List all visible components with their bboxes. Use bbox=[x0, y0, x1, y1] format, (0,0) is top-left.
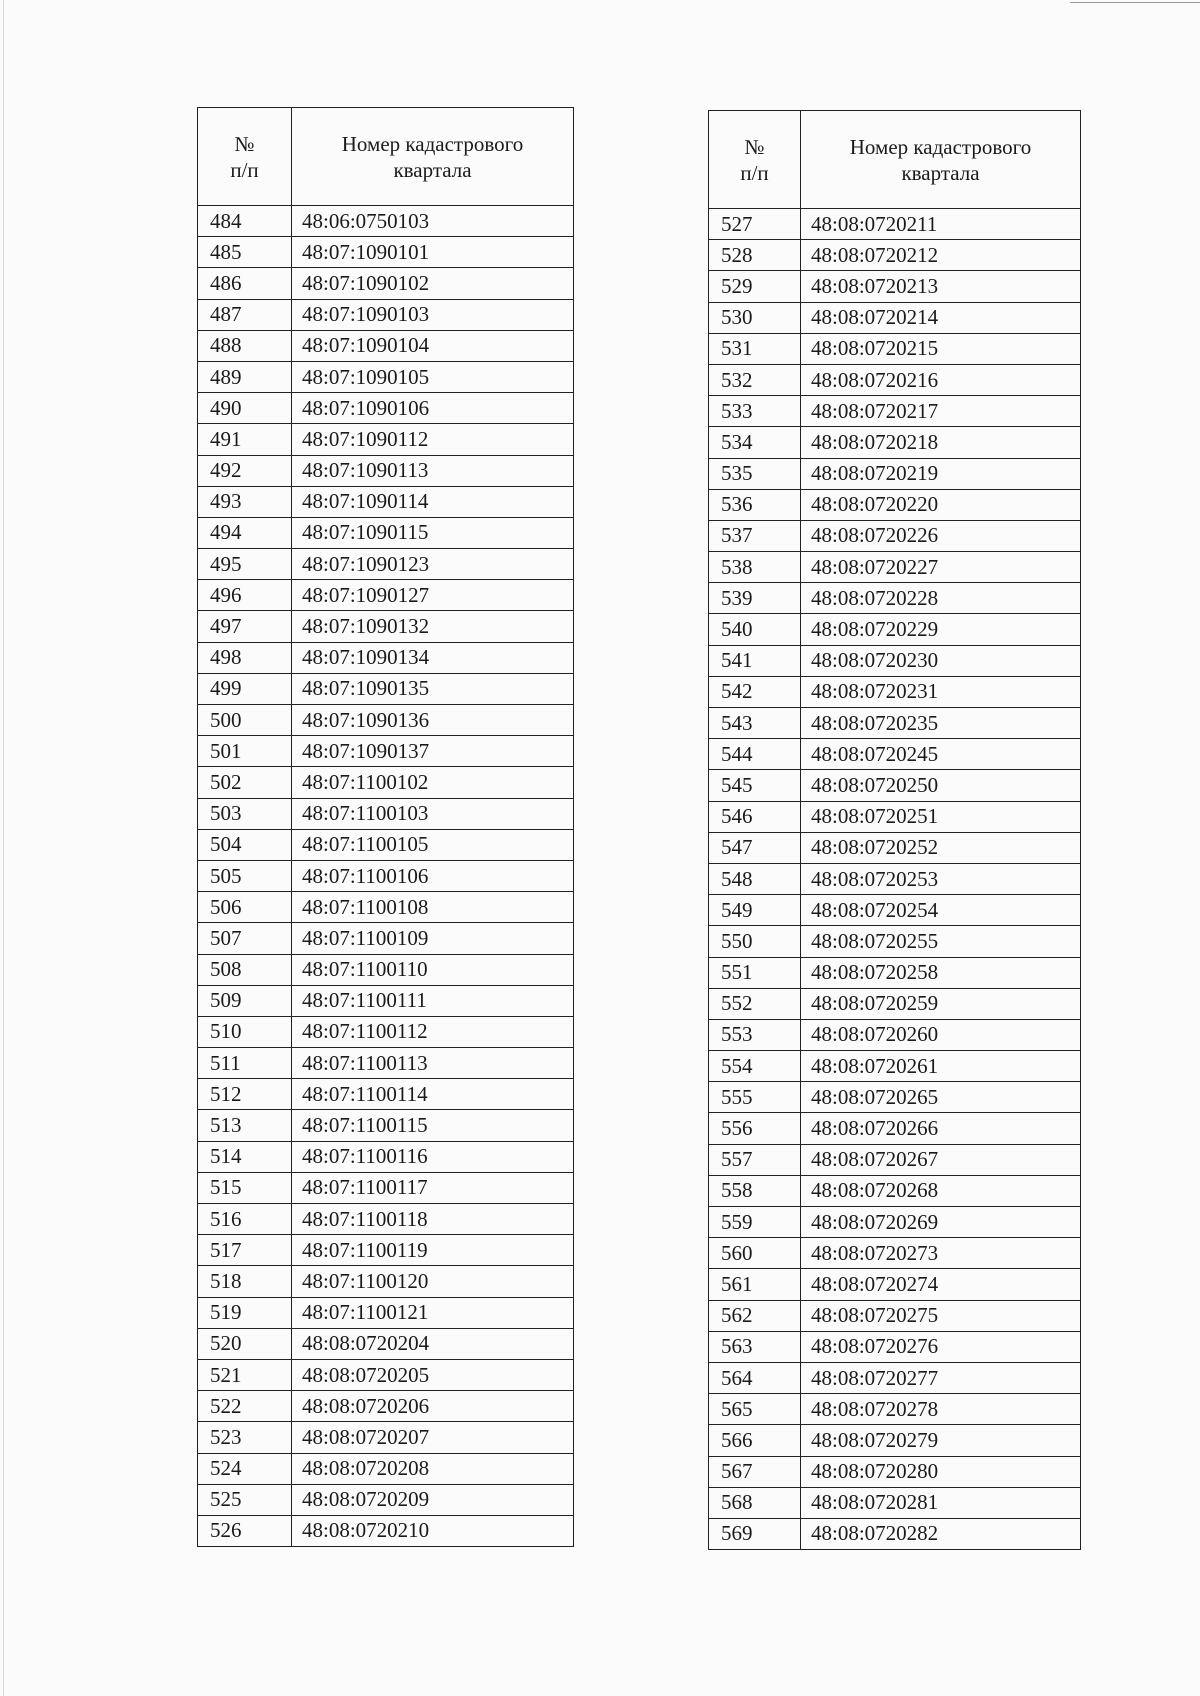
row-number-cell: 541 bbox=[709, 645, 801, 676]
table-row bbox=[198, 1297, 574, 1328]
cadastral-quarter-cell: 48:08:0720218 bbox=[801, 427, 1081, 458]
table-row bbox=[709, 832, 1081, 863]
cadastral-quarter-cell: 48:07:1100110 bbox=[292, 954, 574, 985]
cadastral-quarter-cell: 48:07:1100119 bbox=[292, 1235, 574, 1266]
header-quarter-line2: квартала bbox=[901, 160, 980, 185]
cadastral-quarter-cell: 48:08:0720206 bbox=[292, 1391, 574, 1422]
cadastral-quarter-cell: 48:08:0720209 bbox=[292, 1484, 574, 1515]
table-row bbox=[709, 739, 1081, 770]
cadastral-quarter-cell: 48:07:1090103 bbox=[292, 299, 574, 330]
table-row bbox=[198, 1359, 574, 1390]
table-row bbox=[709, 520, 1081, 551]
table-row bbox=[709, 489, 1081, 520]
table-row bbox=[709, 863, 1081, 894]
row-number-cell: 520 bbox=[198, 1328, 292, 1359]
cadastral-quarter-cell: 48:07:1090127 bbox=[292, 580, 574, 611]
table-row bbox=[709, 1300, 1081, 1331]
scan-edge-top bbox=[1070, 2, 1200, 3]
row-number-cell: 567 bbox=[709, 1456, 801, 1487]
cadastral-quarter-cell: 48:08:0720279 bbox=[801, 1425, 1081, 1456]
table-row bbox=[709, 645, 1081, 676]
cadastral-quarter-cell: 48:08:0720251 bbox=[801, 801, 1081, 832]
table-row bbox=[198, 705, 574, 736]
row-number-cell: 533 bbox=[709, 396, 801, 427]
row-number-cell: 544 bbox=[709, 739, 801, 770]
cadastral-quarter-cell: 48:08:0720258 bbox=[801, 957, 1081, 988]
cadastral-quarter-cell: 48:08:0720219 bbox=[801, 458, 1081, 489]
cadastral-quarter-cell: 48:08:0720228 bbox=[801, 583, 1081, 614]
cadastral-quarter-cell: 48:08:0720275 bbox=[801, 1300, 1081, 1331]
cadastral-quarter-cell: 48:07:1090123 bbox=[292, 549, 574, 580]
row-number-cell: 562 bbox=[709, 1300, 801, 1331]
row-number-cell: 549 bbox=[709, 895, 801, 926]
table-row bbox=[198, 767, 574, 798]
row-number-cell: 530 bbox=[709, 302, 801, 333]
cadastral-quarter-cell: 48:08:0720250 bbox=[801, 770, 1081, 801]
cadastral-quarter-cell: 48:08:0720277 bbox=[801, 1362, 1081, 1393]
row-number-cell: 489 bbox=[198, 361, 292, 392]
cadastral-quarter-cell: 48:08:0720230 bbox=[801, 645, 1081, 676]
row-number-cell: 516 bbox=[198, 1204, 292, 1235]
cadastral-quarter-cell: 48:07:1100121 bbox=[292, 1297, 574, 1328]
cadastral-quarter-cell: 48:08:0720268 bbox=[801, 1175, 1081, 1206]
header-number-symbol: № bbox=[234, 131, 255, 156]
row-number-cell: 560 bbox=[709, 1238, 801, 1269]
cadastral-quarter-cell: 48:08:0720215 bbox=[801, 333, 1081, 364]
cadastral-quarter-cell: 48:06:0750103 bbox=[292, 206, 574, 237]
cadastral-quarter-cell: 48:08:0720280 bbox=[801, 1456, 1081, 1487]
row-number-cell: 521 bbox=[198, 1359, 292, 1390]
cadastral-quarter-cell: 48:08:0720276 bbox=[801, 1331, 1081, 1362]
row-number-cell: 539 bbox=[709, 583, 801, 614]
cadastral-quarter-cell: 48:07:1100113 bbox=[292, 1048, 574, 1079]
cadastral-quarter-cell: 48:08:0720229 bbox=[801, 614, 1081, 645]
row-number-cell: 484 bbox=[198, 206, 292, 237]
cadastral-quarter-cell: 48:08:0720211 bbox=[801, 209, 1081, 240]
cadastral-quarter-cell: 48:08:0720267 bbox=[801, 1144, 1081, 1175]
cadastral-quarter-cell: 48:08:0720255 bbox=[801, 926, 1081, 957]
table-row bbox=[198, 517, 574, 548]
table-header-row bbox=[709, 111, 1081, 209]
cadastral-quarter-cell: 48:07:1090104 bbox=[292, 330, 574, 361]
table-row bbox=[709, 1362, 1081, 1393]
row-number-cell: 490 bbox=[198, 393, 292, 424]
table-row bbox=[709, 209, 1081, 240]
cadastral-quarter-cell: 48:07:1100102 bbox=[292, 767, 574, 798]
table-header-row bbox=[198, 108, 574, 206]
table-row bbox=[198, 549, 574, 580]
cadastral-quarter-cell: 48:08:0720217 bbox=[801, 396, 1081, 427]
table-row bbox=[198, 1422, 574, 1453]
table-row bbox=[198, 1453, 574, 1484]
row-number-cell: 537 bbox=[709, 520, 801, 551]
table-row bbox=[709, 1331, 1081, 1362]
table-row bbox=[709, 1518, 1081, 1549]
table-row bbox=[198, 455, 574, 486]
cadastral-quarter-cell: 48:07:1100103 bbox=[292, 798, 574, 829]
cadastral-quarter-cell: 48:07:1090105 bbox=[292, 361, 574, 392]
table-row bbox=[709, 1175, 1081, 1206]
cadastral-quarter-cell: 48:07:1100115 bbox=[292, 1110, 574, 1141]
cadastral-quarter-cell: 48:07:1100118 bbox=[292, 1204, 574, 1235]
row-number-cell: 547 bbox=[709, 832, 801, 863]
table-row bbox=[709, 1456, 1081, 1487]
cadastral-quarter-cell: 48:08:0720226 bbox=[801, 520, 1081, 551]
cadastral-quarter-cell: 48:08:0720273 bbox=[801, 1238, 1081, 1269]
cadastral-quarter-cell: 48:07:1090114 bbox=[292, 486, 574, 517]
row-number-cell: 499 bbox=[198, 673, 292, 704]
row-number-cell: 524 bbox=[198, 1453, 292, 1484]
table-row bbox=[198, 985, 574, 1016]
row-number-cell: 487 bbox=[198, 299, 292, 330]
row-number-cell: 501 bbox=[198, 736, 292, 767]
cadastral-quarter-cell: 48:07:1090113 bbox=[292, 455, 574, 486]
row-number-cell: 551 bbox=[709, 957, 801, 988]
table-row bbox=[709, 708, 1081, 739]
cadastral-quarter-cell: 48:08:0720204 bbox=[292, 1328, 574, 1359]
table-row bbox=[198, 1079, 574, 1110]
row-number-cell: 553 bbox=[709, 1019, 801, 1050]
row-number-cell: 496 bbox=[198, 580, 292, 611]
table-row bbox=[198, 1110, 574, 1141]
row-number-cell: 494 bbox=[198, 517, 292, 548]
table-row bbox=[198, 1016, 574, 1047]
table-row bbox=[198, 330, 574, 361]
row-number-cell: 563 bbox=[709, 1331, 801, 1362]
row-number-cell: 561 bbox=[709, 1269, 801, 1300]
table-row bbox=[198, 237, 574, 268]
row-number-cell: 545 bbox=[709, 770, 801, 801]
row-number-cell: 495 bbox=[198, 549, 292, 580]
cadastral-quarter-cell: 48:08:0720220 bbox=[801, 489, 1081, 520]
header-number-symbol: № bbox=[744, 134, 765, 159]
cadastral-quarter-cell: 48:08:0720281 bbox=[801, 1487, 1081, 1518]
row-number-cell: 510 bbox=[198, 1016, 292, 1047]
table-body bbox=[198, 206, 574, 1547]
row-number-cell: 558 bbox=[709, 1175, 801, 1206]
row-number-cell: 556 bbox=[709, 1113, 801, 1144]
cadastral-quarter-cell: 48:07:1090132 bbox=[292, 611, 574, 642]
table-row bbox=[198, 1328, 574, 1359]
row-number-cell: 527 bbox=[709, 209, 801, 240]
row-number-cell: 493 bbox=[198, 486, 292, 517]
cadastral-table-left bbox=[197, 107, 574, 1547]
cadastral-quarter-cell: 48:07:1100105 bbox=[292, 829, 574, 860]
cadastral-quarter-cell: 48:08:0720235 bbox=[801, 708, 1081, 739]
row-number-cell: 538 bbox=[709, 552, 801, 583]
row-number-cell: 528 bbox=[709, 240, 801, 271]
table-row bbox=[709, 1082, 1081, 1113]
row-number-cell: 508 bbox=[198, 954, 292, 985]
row-number-cell: 534 bbox=[709, 427, 801, 458]
row-number-cell: 557 bbox=[709, 1144, 801, 1175]
cadastral-quarter-cell: 48:08:0720265 bbox=[801, 1082, 1081, 1113]
cadastral-quarter-cell: 48:08:0720227 bbox=[801, 552, 1081, 583]
cadastral-quarter-cell: 48:08:0720210 bbox=[292, 1515, 574, 1546]
table-row bbox=[709, 1051, 1081, 1082]
table-row bbox=[709, 988, 1081, 1019]
table-body bbox=[709, 209, 1081, 1550]
cadastral-quarter-cell: 48:08:0720282 bbox=[801, 1518, 1081, 1549]
cadastral-quarter-cell: 48:07:1100116 bbox=[292, 1141, 574, 1172]
table-row bbox=[198, 736, 574, 767]
table-row bbox=[709, 1113, 1081, 1144]
table-row bbox=[198, 299, 574, 330]
table-row bbox=[709, 364, 1081, 395]
row-number-cell: 488 bbox=[198, 330, 292, 361]
table-row bbox=[198, 206, 574, 237]
row-number-cell: 513 bbox=[198, 1110, 292, 1141]
cadastral-quarter-cell: 48:08:0720266 bbox=[801, 1113, 1081, 1144]
table-row bbox=[198, 268, 574, 299]
row-number-cell: 491 bbox=[198, 424, 292, 455]
row-number-cell: 526 bbox=[198, 1515, 292, 1546]
row-number-cell: 511 bbox=[198, 1048, 292, 1079]
row-number-cell: 531 bbox=[709, 333, 801, 364]
row-number-cell: 522 bbox=[198, 1391, 292, 1422]
cadastral-table-right bbox=[708, 110, 1081, 1550]
table-row bbox=[198, 642, 574, 673]
row-number-cell: 546 bbox=[709, 801, 801, 832]
row-number-cell: 512 bbox=[198, 1079, 292, 1110]
table-row bbox=[709, 1238, 1081, 1269]
row-number-cell: 514 bbox=[198, 1141, 292, 1172]
table-row bbox=[198, 393, 574, 424]
cadastral-quarter-cell: 48:08:0720205 bbox=[292, 1359, 574, 1390]
cadastral-quarter-cell: 48:08:0720261 bbox=[801, 1051, 1081, 1082]
header-quarter-line1: Номер кадастрового bbox=[849, 134, 1032, 159]
row-number-cell: 504 bbox=[198, 829, 292, 860]
row-number-cell: 536 bbox=[709, 489, 801, 520]
table-row bbox=[198, 1484, 574, 1515]
cadastral-quarter-cell: 48:07:1100106 bbox=[292, 860, 574, 891]
table-row bbox=[709, 302, 1081, 333]
table-row bbox=[709, 614, 1081, 645]
header-number-abbrev: п/п bbox=[230, 157, 259, 182]
cadastral-quarter-cell: 48:07:1090106 bbox=[292, 393, 574, 424]
cadastral-quarter-cell: 48:08:0720259 bbox=[801, 988, 1081, 1019]
row-number-cell: 485 bbox=[198, 237, 292, 268]
header-number-abbrev: п/п bbox=[740, 160, 769, 185]
table-row bbox=[198, 1172, 574, 1203]
row-number-cell: 554 bbox=[709, 1051, 801, 1082]
table-row bbox=[198, 1141, 574, 1172]
cadastral-quarter-cell: 48:08:0720245 bbox=[801, 739, 1081, 770]
table-row bbox=[709, 427, 1081, 458]
row-number-cell: 523 bbox=[198, 1422, 292, 1453]
cadastral-quarter-cell: 48:07:1090135 bbox=[292, 673, 574, 704]
cadastral-quarter-cell: 48:08:0720260 bbox=[801, 1019, 1081, 1050]
row-number-cell: 529 bbox=[709, 271, 801, 302]
row-number-cell: 517 bbox=[198, 1235, 292, 1266]
row-number-cell: 525 bbox=[198, 1484, 292, 1515]
table-row bbox=[709, 1207, 1081, 1238]
cadastral-quarter-cell: 48:07:1100120 bbox=[292, 1266, 574, 1297]
table-row bbox=[198, 611, 574, 642]
cadastral-quarter-cell: 48:08:0720212 bbox=[801, 240, 1081, 271]
cadastral-quarter-cell: 48:07:1100109 bbox=[292, 923, 574, 954]
row-number-cell: 505 bbox=[198, 860, 292, 891]
table-row bbox=[198, 580, 574, 611]
row-number-cell: 540 bbox=[709, 614, 801, 645]
row-number-cell: 552 bbox=[709, 988, 801, 1019]
cadastral-quarter-cell: 48:08:0720214 bbox=[801, 302, 1081, 333]
table-row bbox=[198, 424, 574, 455]
row-number-cell: 564 bbox=[709, 1362, 801, 1393]
row-number-cell: 519 bbox=[198, 1297, 292, 1328]
row-number-cell: 492 bbox=[198, 455, 292, 486]
table-row bbox=[709, 1394, 1081, 1425]
cadastral-quarter-cell: 48:07:1090115 bbox=[292, 517, 574, 548]
table-row bbox=[198, 954, 574, 985]
table-row bbox=[198, 673, 574, 704]
table-row bbox=[709, 957, 1081, 988]
table-row bbox=[709, 240, 1081, 271]
table-row bbox=[198, 486, 574, 517]
table-row bbox=[709, 458, 1081, 489]
column-header-quarter bbox=[801, 111, 1081, 209]
table-row bbox=[709, 1144, 1081, 1175]
table-row bbox=[709, 1269, 1081, 1300]
table-row bbox=[198, 923, 574, 954]
table-row bbox=[709, 396, 1081, 427]
table-row bbox=[709, 676, 1081, 707]
table-row bbox=[198, 892, 574, 923]
cadastral-quarter-cell: 48:07:1090137 bbox=[292, 736, 574, 767]
row-number-cell: 543 bbox=[709, 708, 801, 739]
table-row bbox=[198, 1235, 574, 1266]
table-row bbox=[709, 333, 1081, 364]
table-row bbox=[709, 1019, 1081, 1050]
row-number-cell: 500 bbox=[198, 705, 292, 736]
cadastral-quarter-cell: 48:08:0720278 bbox=[801, 1394, 1081, 1425]
table-row bbox=[198, 798, 574, 829]
cadastral-quarter-cell: 48:08:0720231 bbox=[801, 676, 1081, 707]
table-row bbox=[709, 271, 1081, 302]
row-number-cell: 555 bbox=[709, 1082, 801, 1113]
cadastral-quarter-cell: 48:07:1100112 bbox=[292, 1016, 574, 1047]
header-quarter-line2: квартала bbox=[393, 157, 472, 182]
row-number-cell: 548 bbox=[709, 863, 801, 894]
row-number-cell: 503 bbox=[198, 798, 292, 829]
column-header-quarter bbox=[292, 108, 574, 206]
table-row bbox=[198, 1515, 574, 1546]
table-row bbox=[709, 801, 1081, 832]
cadastral-quarter-cell: 48:07:1090112 bbox=[292, 424, 574, 455]
cadastral-quarter-cell: 48:08:0720254 bbox=[801, 895, 1081, 926]
row-number-cell: 542 bbox=[709, 676, 801, 707]
column-header-number bbox=[198, 108, 292, 206]
header-quarter-line1: Номер кадастрового bbox=[341, 131, 524, 156]
table-row bbox=[198, 1048, 574, 1079]
row-number-cell: 506 bbox=[198, 892, 292, 923]
row-number-cell: 498 bbox=[198, 642, 292, 673]
row-number-cell: 532 bbox=[709, 364, 801, 395]
table-row bbox=[198, 1266, 574, 1297]
row-number-cell: 497 bbox=[198, 611, 292, 642]
cadastral-quarter-cell: 48:08:0720216 bbox=[801, 364, 1081, 395]
cadastral-quarter-cell: 48:08:0720213 bbox=[801, 271, 1081, 302]
cadastral-quarter-cell: 48:07:1100108 bbox=[292, 892, 574, 923]
column-header-number bbox=[709, 111, 801, 209]
cadastral-quarter-cell: 48:07:1100111 bbox=[292, 985, 574, 1016]
table-row bbox=[709, 770, 1081, 801]
table-row bbox=[709, 926, 1081, 957]
row-number-cell: 515 bbox=[198, 1172, 292, 1203]
table-row bbox=[198, 829, 574, 860]
table-row bbox=[709, 1425, 1081, 1456]
row-number-cell: 518 bbox=[198, 1266, 292, 1297]
row-number-cell: 559 bbox=[709, 1207, 801, 1238]
table-row bbox=[198, 361, 574, 392]
table-row bbox=[198, 1391, 574, 1422]
row-number-cell: 502 bbox=[198, 767, 292, 798]
cadastral-quarter-cell: 48:08:0720253 bbox=[801, 863, 1081, 894]
cadastral-quarter-cell: 48:08:0720252 bbox=[801, 832, 1081, 863]
cadastral-quarter-cell: 48:08:0720208 bbox=[292, 1453, 574, 1484]
row-number-cell: 507 bbox=[198, 923, 292, 954]
cadastral-quarter-cell: 48:07:1090101 bbox=[292, 237, 574, 268]
cadastral-quarter-cell: 48:07:1090102 bbox=[292, 268, 574, 299]
row-number-cell: 509 bbox=[198, 985, 292, 1016]
table-row bbox=[709, 552, 1081, 583]
cadastral-quarter-cell: 48:07:1090136 bbox=[292, 705, 574, 736]
row-number-cell: 565 bbox=[709, 1394, 801, 1425]
row-number-cell: 486 bbox=[198, 268, 292, 299]
row-number-cell: 568 bbox=[709, 1487, 801, 1518]
cadastral-quarter-cell: 48:07:1090134 bbox=[292, 642, 574, 673]
row-number-cell: 535 bbox=[709, 458, 801, 489]
cadastral-quarter-cell: 48:08:0720269 bbox=[801, 1207, 1081, 1238]
table-row bbox=[198, 860, 574, 891]
cadastral-quarter-cell: 48:08:0720274 bbox=[801, 1269, 1081, 1300]
row-number-cell: 566 bbox=[709, 1425, 801, 1456]
table-row bbox=[709, 1487, 1081, 1518]
table-row bbox=[709, 895, 1081, 926]
cadastral-quarter-cell: 48:08:0720207 bbox=[292, 1422, 574, 1453]
cadastral-quarter-cell: 48:07:1100114 bbox=[292, 1079, 574, 1110]
row-number-cell: 550 bbox=[709, 926, 801, 957]
cadastral-quarter-cell: 48:07:1100117 bbox=[292, 1172, 574, 1203]
table-row bbox=[198, 1204, 574, 1235]
scan-edge-left bbox=[3, 0, 4, 1696]
row-number-cell: 569 bbox=[709, 1518, 801, 1549]
table-row bbox=[709, 583, 1081, 614]
